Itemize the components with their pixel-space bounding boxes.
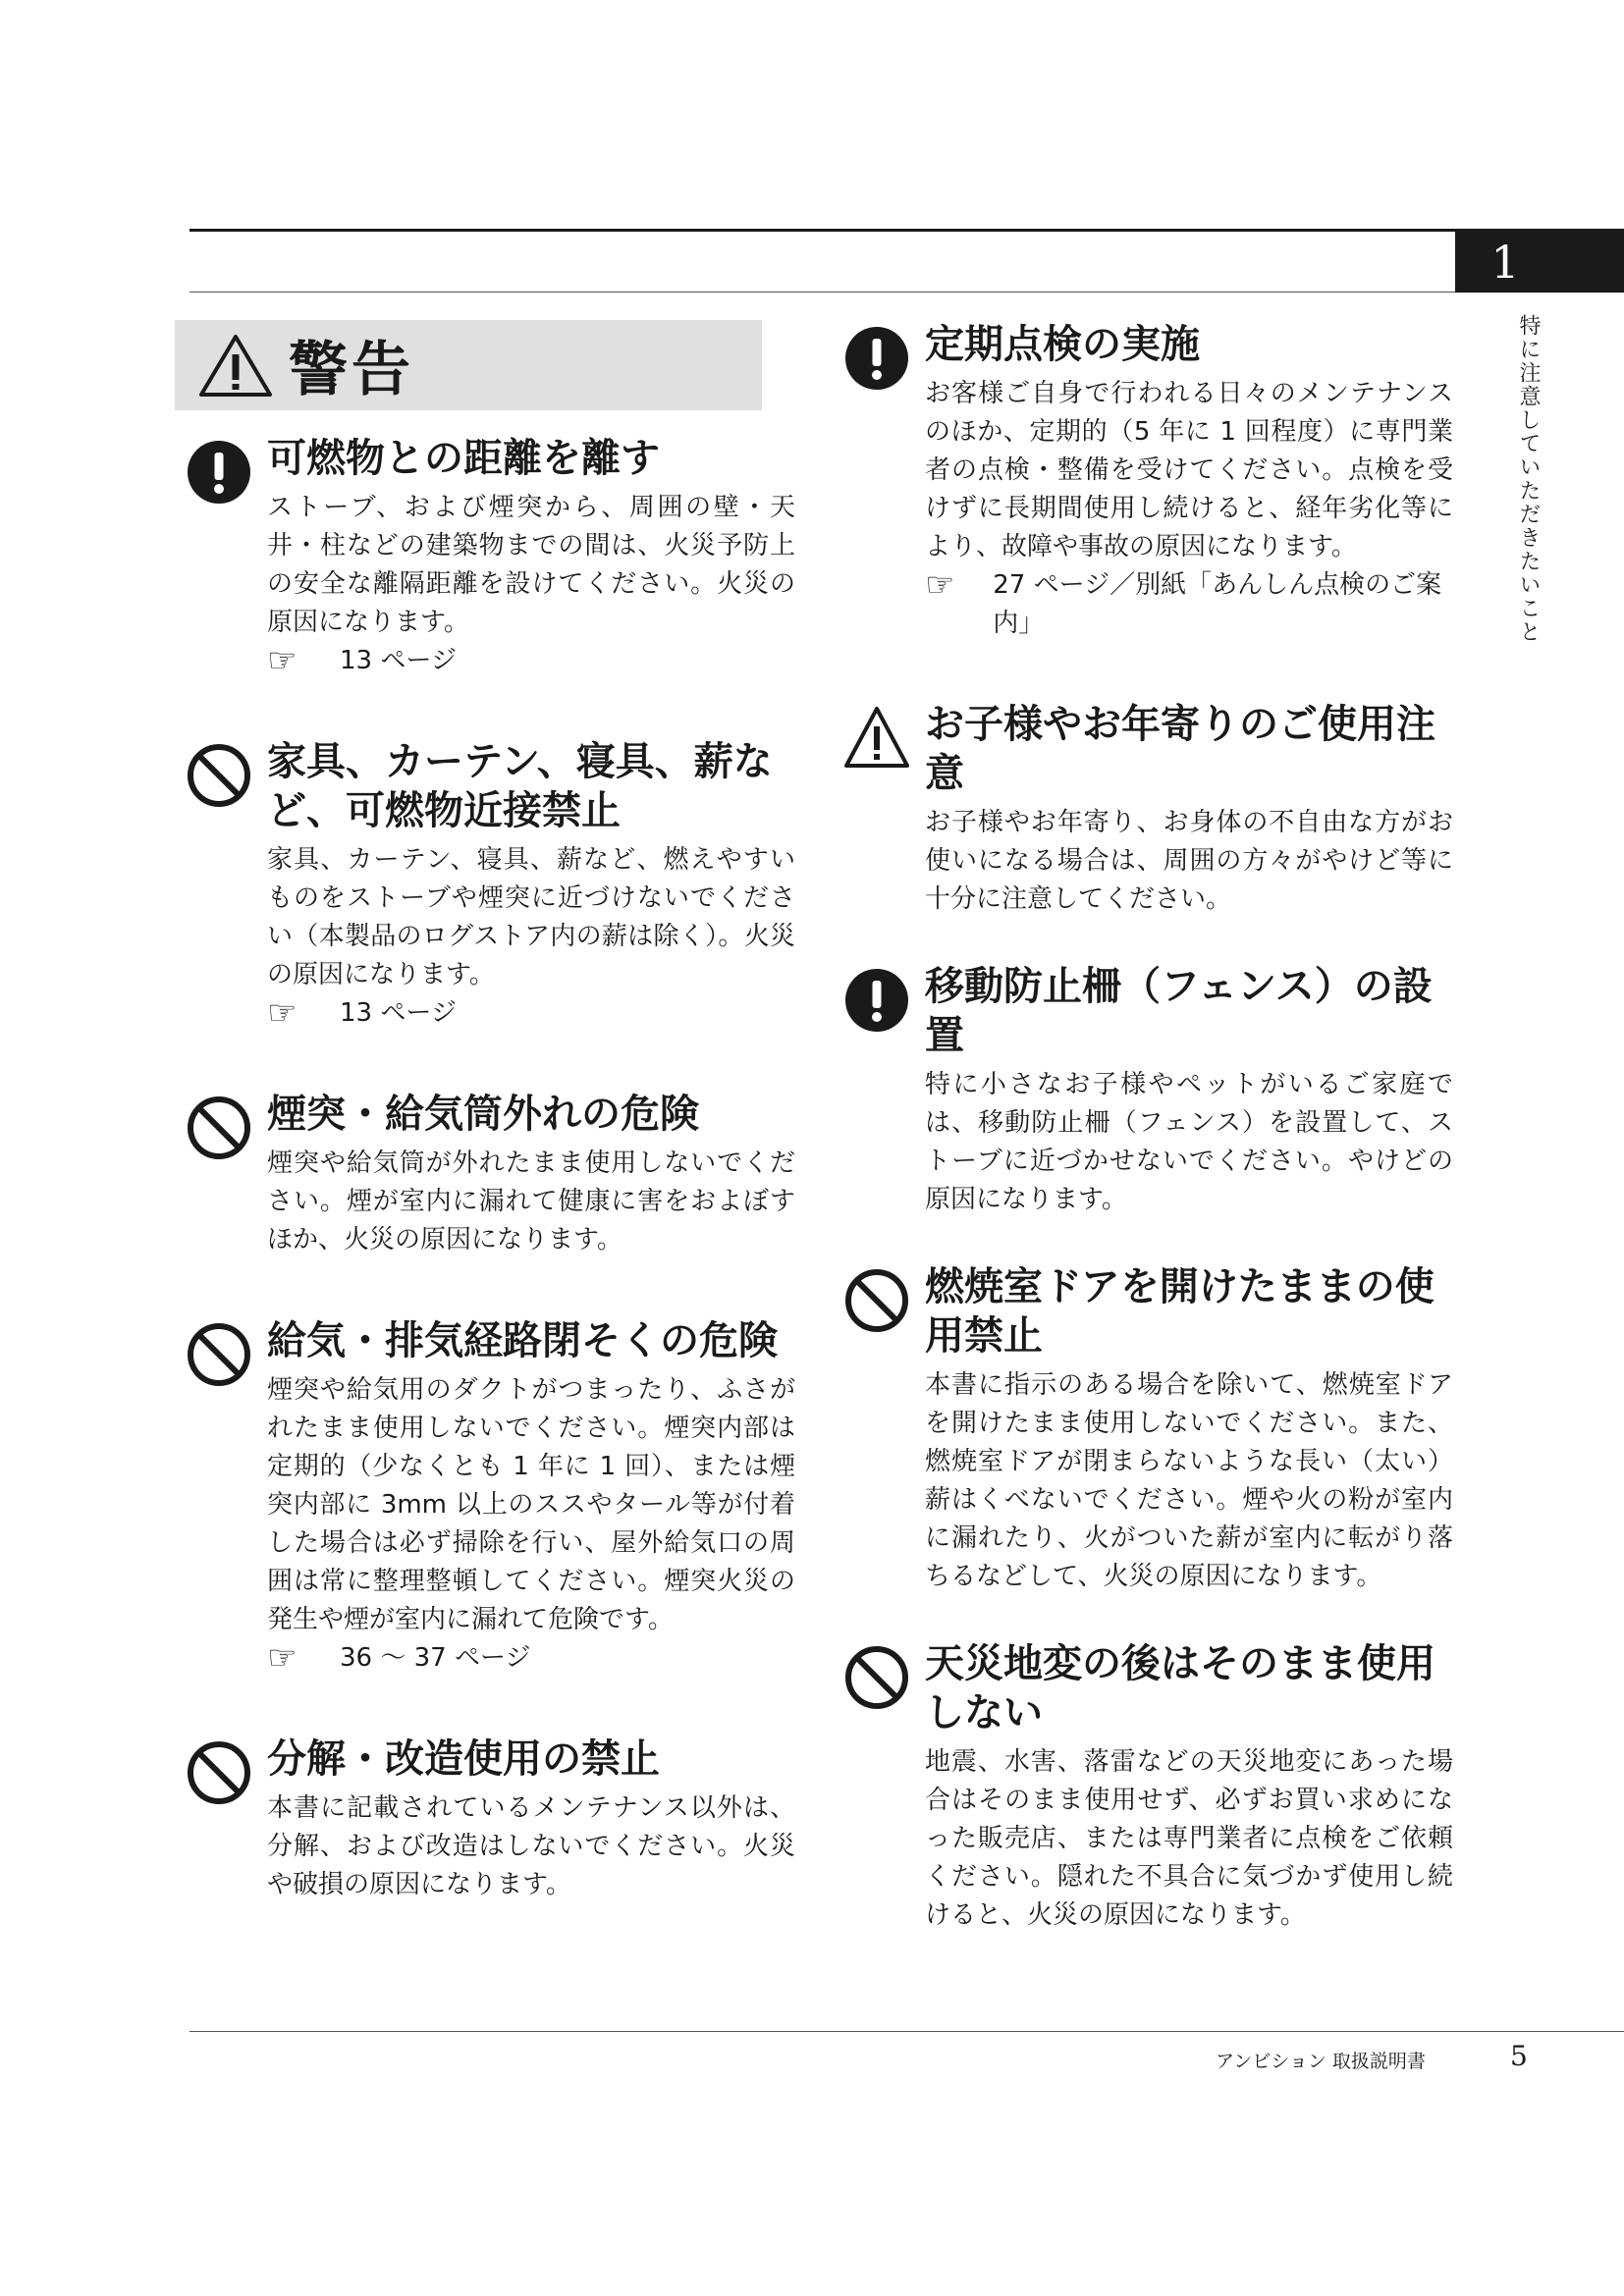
page-reference: ☞ 36 ～ 37 ページ — [267, 1638, 531, 1678]
item-title: 可燃物との距離を離す — [267, 436, 660, 481]
item-vent-blockage — [187, 1316, 795, 1678]
item-title: 家具、カーテン、寝具、薪など、可燃物近接禁止 — [267, 739, 773, 833]
item-inspection — [844, 320, 1453, 643]
prohibition-icon — [187, 743, 251, 808]
item-title: 燃焼室ドアを開けたままの使用禁止 — [925, 1264, 1435, 1359]
page-reference: ☞ 27 ページ／別紙「あんしん点検のご案内」 — [925, 565, 1442, 638]
chapter-number: 1 — [1455, 232, 1624, 293]
item-title: お子様やお年寄りのご使用注意 — [925, 702, 1435, 796]
prohibition-icon — [844, 1645, 909, 1710]
item-text: 特に小さなお子様やペットがいるご家庭では、移動防止柵（フェンス）を設置して、ストーブに近づかせないでください。やけどの原因になります。 — [925, 1070, 1453, 1214]
item-children-elderly — [844, 700, 1453, 919]
mandatory-icon — [844, 968, 909, 1033]
item-distance — [187, 434, 795, 680]
item-text: ストーブ、および煙突から、周囲の壁・天井・柱などの建築物までの間は、火災予防上の安全な離隔距離を設けてください。火災の原因になります。 — [267, 493, 795, 637]
item-disaster — [844, 1639, 1453, 1935]
pointing-hand-icon: ☞ — [267, 1638, 298, 1678]
left-column — [187, 320, 795, 1904]
item-title: 移動防止柵（フェンス）の設置 — [925, 964, 1433, 1058]
warning-triangle-icon — [198, 333, 273, 398]
chapter-side-tab: 特に注意していただきたいこと — [1516, 314, 1541, 644]
item-text: 煙突や給気筒が外れたまま使用しないでください。煙が室内に漏れて健康に害をおよぼすほか、火災の原因になります。 — [267, 1148, 795, 1255]
right-column — [844, 320, 1453, 1935]
pointing-hand-icon: ☞ — [267, 993, 298, 1033]
item-door-open — [844, 1262, 1453, 1596]
item-text: 地震、水害、落雷などの天災地変にあった場合はそのまま使用せず、必ずお買い求めになった販売店、または専門業者に点検をご依頼ください。隠れた不具合に気づかず使用し続けると、火災の原因になります。 — [925, 1747, 1453, 1930]
item-text: 家具、カーテン、寝具、薪など、燃えやすいものをストーブや煙突に近づけないでください（本製品のログストア内の薪は除く）。火災の原因になります。 — [267, 845, 795, 989]
mandatory-icon — [844, 326, 909, 391]
item-title: 定期点検の実施 — [925, 322, 1200, 367]
page-reference: ☞ 13 ページ — [267, 993, 457, 1033]
prohibition-icon — [187, 1322, 251, 1387]
footer-rule — [189, 2031, 1624, 2032]
item-title: 分解・改造使用の禁止 — [267, 1736, 660, 1782]
page-reference: ☞ 13 ページ — [267, 641, 457, 680]
prohibition-icon — [187, 1095, 251, 1160]
item-text: 煙突や給気用のダクトがつまったり、ふさがれたまま使用しないでください。煙突内部は定期的（少なくとも 1 年に 1 回）、または煙突内部に 3mm 以上のススやタール等が付着した場合は必ず掃除を行い、屋外給気口の周囲は常に整理整頓してください。煙突火災の発生や煙が室内に漏れて危険です。 — [267, 1375, 795, 1634]
item-combustibles — [187, 737, 795, 1033]
prohibition-icon — [844, 1268, 909, 1333]
pointing-hand-icon: ☞ — [267, 641, 298, 680]
warning-banner — [175, 320, 762, 410]
top-rule — [189, 229, 1624, 232]
caution-icon — [844, 706, 909, 771]
item-chimney — [187, 1090, 795, 1259]
pointing-hand-icon: ☞ — [925, 565, 955, 605]
item-fence — [844, 962, 1453, 1219]
item-text: お客様ご自身で行われる日々のメンテナンスのほか、定期的（5 年に 1 回程度）に専門業者の点検・整備を受けてください。点検を受けずに長期間使用し続けると、経年劣化等により、故障や事故の原因になります。 — [925, 379, 1453, 561]
item-text: お子様やお年寄り、お身体の不自由な方がお使いになる場合は、周囲の方々がやけど等に十分に注意してください。 — [925, 808, 1453, 914]
item-modification — [187, 1735, 795, 1904]
item-text: 本書に記載されているメンテナンス以外は、分解、および改造はしないでください。火災や破損の原因になります。 — [267, 1793, 795, 1899]
page-number: 5 — [1510, 2040, 1528, 2072]
warning-title: 警告 — [289, 336, 414, 404]
header-rule — [189, 292, 1624, 293]
prohibition-icon — [187, 1740, 251, 1805]
item-title: 煙突・給気筒外れの危険 — [267, 1092, 699, 1137]
item-text: 本書に指示のある場合を除いて、燃焼室ドアを開けたまま使用しないでください。また、燃焼室ドアが閉まらないような長い（太い）薪はくべないでください。煙や火の粉が室内に漏れたり、火がついた薪が室内に転がり落ちるなどして、火災の原因になります。 — [925, 1370, 1453, 1591]
item-title: 給気・排気経路閉そくの危険 — [267, 1318, 778, 1363]
footer-manual-title: アンビション 取扱説明書 — [1216, 2051, 1426, 2072]
mandatory-icon — [187, 440, 251, 505]
item-title: 天災地変の後はそのまま使用しない — [925, 1641, 1435, 1735]
